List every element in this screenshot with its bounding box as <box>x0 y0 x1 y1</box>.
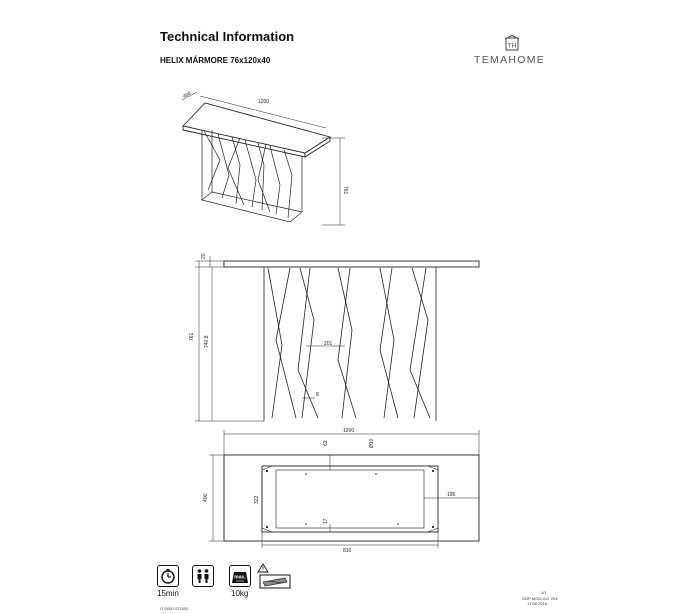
dim-iso-height: 761 <box>342 186 348 195</box>
footer-doc-code: GDP-MOD-012 V04 <box>522 596 558 601</box>
dim-front-top: 20 <box>201 253 207 259</box>
isometric-view <box>182 92 345 225</box>
product-name: HELIX MÁRMORE 76x120x40 <box>160 56 271 65</box>
dim-plan-depth: 400 <box>203 493 209 502</box>
plan-view <box>209 430 479 548</box>
assembly-time-label: 15min <box>157 589 179 598</box>
max-weight-icon <box>229 565 251 587</box>
dim-plan-offset: 195 <box>447 492 456 498</box>
logo-mark: TH <box>507 42 517 50</box>
dim-iso-width: 1200 <box>258 99 270 105</box>
two-persons-icon <box>192 565 214 587</box>
dim-plan-hole: Ø10 <box>369 438 375 448</box>
footer-page: 1/1 <box>541 590 547 595</box>
dim-plan-frame-depth: 322 <box>254 495 260 504</box>
page-title: Technical Information <box>160 29 295 44</box>
brand-name: TEMAHOME <box>474 54 546 66</box>
footer-date: 17.08.2016 <box>527 601 548 606</box>
assembly-time-icon <box>157 565 179 587</box>
dim-front-detail-b: 8 <box>316 392 319 398</box>
dim-plan-width: 1200 <box>343 428 355 434</box>
max-weight-label: 10kg <box>231 589 249 598</box>
footer-left-code: IT-0000-STD/00 <box>160 606 189 611</box>
dim-iso-depth: 400 <box>182 90 193 100</box>
dim-front-leg-height: 740.8 <box>204 335 210 348</box>
dim-plan-17: 17 <box>323 518 329 524</box>
dim-plan-62: 62 <box>323 440 329 446</box>
max-badge: max. <box>234 574 246 581</box>
dim-front-height: 761 <box>189 332 195 341</box>
front-view <box>195 256 479 421</box>
warning-icon <box>257 562 297 595</box>
dim-front-detail-a: 201 <box>324 341 333 347</box>
dim-plan-frame-width: 810 <box>343 548 352 554</box>
